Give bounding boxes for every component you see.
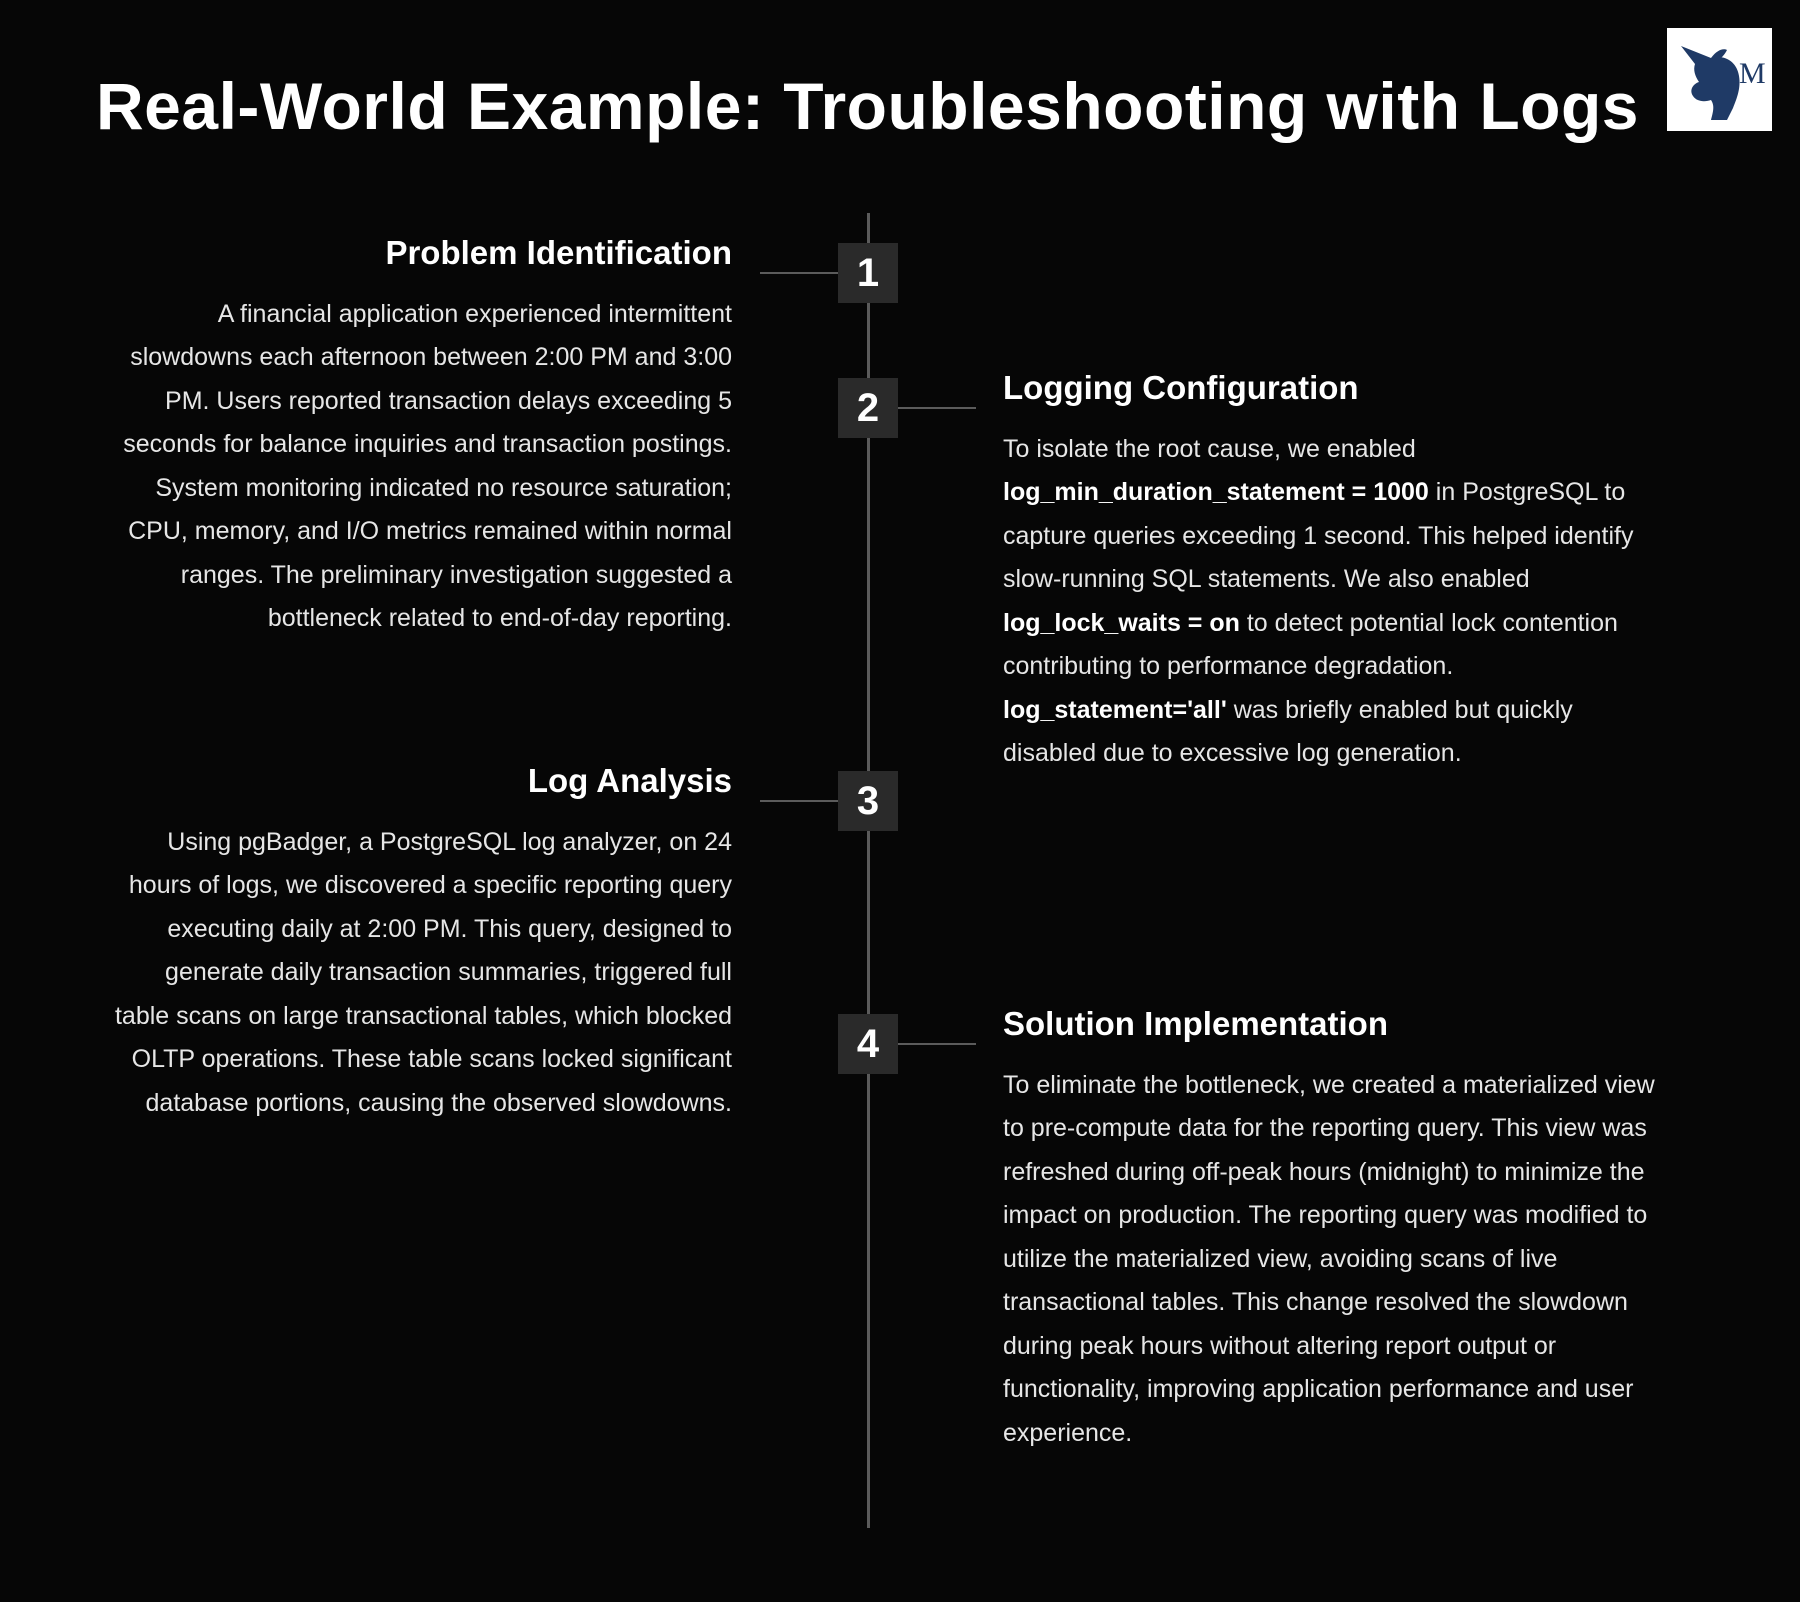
unicorn-head-icon [1667,28,1772,131]
code-log-lock-waits: log_lock_waits = on [1003,608,1240,637]
step-heading: Problem Identification [385,234,732,271]
connector-1 [760,272,838,274]
step-number-4: 4 [838,1014,898,1074]
connector-4 [898,1043,976,1045]
step-heading: Log Analysis [527,762,732,799]
step-heading: Solution Implementation [1003,1005,1388,1042]
step-heading: Logging Configuration [1003,369,1359,406]
step-log-analysis [110,760,732,1125]
step-number-2: 2 [838,378,898,438]
step-logging-configuration [1003,367,1663,776]
step-body: Using pgBadger, a PostgreSQL log analyzer, on 24 hours of logs, we discovered a specific reporting query executing daily at 2:00 PM. This query, designed to generate daily transaction summaries, triggered full table scans on large transactional tables, which blocked OLTP operations. These table scans locked significant database portions, causing the observed slowdowns. [114,827,732,1117]
step-body: To eliminate the bottleneck, we created a materialized view to pre-compute data for the reporting query. This view was refreshed during off-peak hours (midnight) to minimize the impact on production. The reporting query was modified to utilize the materialized view, avoiding scans of live transactional tables. This change resolved the slowdown during peak hours without altering report output or functionality, improving application performance and user experience. [1003,1070,1655,1447]
step-number-3: 3 [838,771,898,831]
svg-text:M: M [1739,57,1766,90]
connector-2 [898,407,976,409]
step-body: To isolate the root cause, we enabled log_min_duration_statement = 1000 in PostgreSQL to capture queries exceeding 1 second. This helped identify slow-running SQL statements. We also enabled log_lock_waits = on to detect potential lock contention contributing to performance degradation. log_statement='all' was briefly enabled but quickly disabled due to excessive log generation. [1003,434,1634,768]
code-log-statement: log_statement='all' [1003,695,1227,724]
step-number-1: 1 [838,243,898,303]
step-body: A financial application experienced intermittent slowdowns each afternoon between 2:00 PM and 3:00 PM. Users reported transaction delays exceeding 5 seconds for balance inquiries and transaction postings. System monitoring indicated no resource saturation; CPU, memory, and I/O metrics remained within normal ranges. The preliminary investigation suggested a bottleneck related to end-of-day reporting. [123,299,732,633]
step-problem-identification [110,232,732,641]
logo [1667,28,1772,131]
connector-3 [760,800,838,802]
step-solution-implementation [1003,1003,1663,1455]
code-log-min-duration: log_min_duration_statement = 1000 [1003,478,1429,507]
page-title: Real-World Example: Troubleshooting with Logs [96,69,1640,143]
